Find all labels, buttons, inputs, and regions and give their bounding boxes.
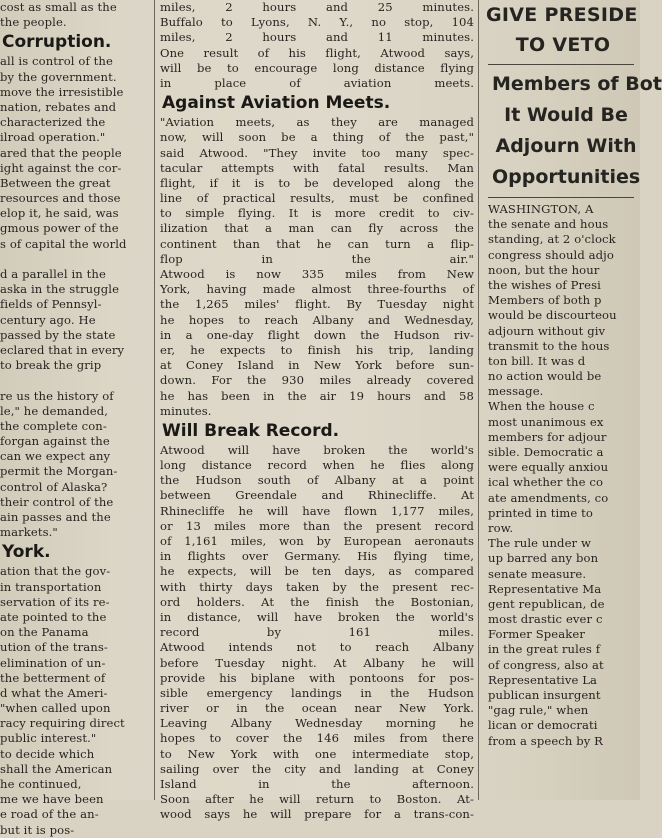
- text-line: standing, at 2 o'clock: [488, 232, 616, 247]
- text-line: Buffalo to Lyons, N. Y., no stop, 104: [160, 15, 474, 30]
- text-line: ton bill. It was d: [488, 353, 586, 368]
- text-line: the Hudson south of Albany at a point: [160, 473, 474, 488]
- text-line: s of capital the world: [0, 236, 127, 251]
- text-line: to break the grip: [0, 358, 102, 373]
- text-line: wood says he will prepare for a trans-con-: [160, 807, 474, 822]
- text-line: before Tuesday night. At Albany he will: [160, 655, 474, 670]
- text-line: down. For the 930 miles already covered: [160, 373, 474, 388]
- text-line: row.: [488, 520, 514, 535]
- text-line: ilroad operation.": [0, 130, 106, 145]
- text-line: servation of its re-: [0, 594, 110, 609]
- text-line: long distance record when he flies along: [160, 458, 474, 473]
- text-line: will be to encourage long distance flying: [160, 60, 474, 75]
- text-line: forgan against the: [0, 434, 110, 449]
- text-line: provide his biplane with pontoons for pos-: [160, 670, 474, 685]
- text-line: the complete con-: [0, 418, 107, 433]
- subheadline-line: Opportunities: [492, 166, 641, 188]
- text-line: members for adjour: [488, 429, 607, 444]
- text-line: gmous power of the: [0, 221, 119, 236]
- text-line: printed in time to: [488, 505, 593, 520]
- text-line: move the irresistible: [0, 84, 124, 99]
- column-rule: [154, 0, 155, 800]
- text-line: congress should adjo: [488, 247, 614, 262]
- subheadline-line: It Would Be: [504, 104, 628, 126]
- text-line: Soon after he will return to Boston. At-: [160, 792, 474, 807]
- text-line: with thirty days taken by the present rec-: [160, 579, 474, 594]
- text-line: markets.": [0, 525, 58, 540]
- text-line: The rule under w: [488, 536, 591, 551]
- text-line: he has been in the air 19 hours and 58: [160, 388, 474, 403]
- text-line: "when called upon: [0, 701, 111, 716]
- text-line: Atwood will have broken the world's: [160, 442, 474, 457]
- text-line: flop in the air.": [160, 251, 474, 266]
- banner-headline-line-2: TO VETO: [515, 34, 611, 56]
- text-line: on the Panama: [0, 625, 89, 640]
- text-line: passed by the state: [0, 327, 116, 342]
- text-line: Representative Ma: [488, 581, 602, 596]
- text-line: publican insurgent: [488, 688, 601, 702]
- text-line: Representative La: [488, 672, 598, 687]
- subheadline-line: Members of Bot: [492, 73, 662, 95]
- banner-headline-line-1: GIVE PRESIDE: [486, 4, 638, 26]
- text-line: [0, 252, 152, 267]
- text-line: aska in the struggle: [0, 282, 120, 297]
- headline-will-break-record: Will Break Record.: [162, 420, 340, 441]
- text-line: river or in the ocean near New York.: [160, 701, 474, 716]
- text-line: century ago. He: [0, 312, 96, 327]
- text-line: can we expect any: [0, 449, 111, 464]
- text-line: d what the Ameri-: [0, 685, 108, 700]
- text-line: Atwood is now 335 miles from New: [160, 267, 474, 281]
- text-line: noon, but the hour: [488, 262, 600, 277]
- headline-against-aviation-meets: Against Aviation Meets.: [162, 93, 391, 114]
- text-line: public interest.": [0, 731, 97, 746]
- text-line: minutes.: [160, 403, 212, 418]
- text-line: lican or democrati: [488, 718, 598, 733]
- subheadline-line: Adjourn With: [495, 135, 637, 157]
- text-line: Leaving Albany Wednesday morning he: [160, 716, 474, 731]
- text-line: miles, 2 hours and 11 minutes.: [160, 30, 474, 45]
- text-line: of 1,161 miles, won by European aeronauts: [160, 534, 474, 548]
- text-line: to New York with one intermediate stop,: [160, 746, 474, 761]
- text-line: ate amendments, co: [488, 490, 609, 505]
- text-line: would be discourteou: [488, 308, 617, 323]
- text-line: he expects, will be ten days, as compared: [160, 564, 474, 579]
- text-line: ation that the gov-: [0, 564, 111, 579]
- text-line: resources and those: [0, 191, 121, 206]
- text-line: When the house c: [488, 399, 595, 414]
- text-line: Former Speaker: [488, 627, 585, 642]
- text-line: by the government.: [0, 69, 117, 84]
- text-line: ate pointed to the: [0, 609, 107, 624]
- text-line: racy requiring direct: [0, 716, 125, 731]
- text-line: record by 161 miles.: [160, 625, 474, 640]
- text-line: all is control of the: [0, 54, 113, 69]
- text-line: control of Alaska?: [0, 479, 108, 494]
- text-line: between Greendale and Rhinecliffe. At: [160, 488, 474, 503]
- text-line: the senate and hous: [488, 217, 609, 232]
- text-line: continent than that he can turn a flip-: [160, 236, 474, 251]
- text-line: cost as small as the: [0, 0, 117, 14]
- text-line: no action would be: [488, 369, 602, 384]
- left-column: [0, 0, 152, 837]
- headline-york: York.: [2, 542, 51, 563]
- right-column: [482, 0, 662, 800]
- text-line: ution of the trans-: [0, 640, 108, 655]
- text-line: ilization that a man can fly across the: [160, 221, 474, 236]
- text-line: elop it, he said, was: [0, 206, 119, 221]
- text-line: he hopes to reach Albany and Wednesday,: [160, 312, 474, 327]
- text-line: gent republican, de: [488, 596, 605, 611]
- text-line: most unanimous ex: [488, 414, 604, 429]
- text-line: sailing over the city and landing at Coney: [160, 761, 474, 776]
- text-line: nation, rebates and: [0, 99, 117, 114]
- text-line: Rhinecliffe he will have flown 1,177 miles,: [160, 503, 474, 518]
- text-line: were equally anxiou: [488, 460, 609, 475]
- text-line: York, having made almost three-fourths of: [160, 282, 474, 297]
- divider: [488, 64, 634, 65]
- text-line: the 1,265 miles' flight. By Tuesday night: [160, 297, 474, 312]
- text-line: line of practical results, must be confined: [160, 191, 474, 206]
- text-line: at Coney Island in New York before sun-: [160, 358, 474, 373]
- text-line: elimination of un-: [0, 655, 106, 670]
- text-line: Atwood intends not to reach Albany: [160, 640, 474, 655]
- text-line: to decide which: [0, 746, 95, 761]
- text-line: said Atwood. "They invite too many spec-: [160, 145, 474, 160]
- middle-column: [158, 0, 476, 822]
- text-line: up barred any bon: [488, 551, 599, 566]
- text-line: flight, if it is to be developed along the: [160, 175, 474, 190]
- divider: [488, 197, 634, 198]
- text-line: in distance, will have broken the world's: [160, 609, 474, 624]
- text-line: One result of his flight, Atwood says,: [160, 45, 474, 60]
- text-line: their control of the: [0, 494, 114, 509]
- text-line: re us the history of: [0, 388, 114, 403]
- text-line: [0, 373, 152, 388]
- text-line: in a one-day flight down the Hudson riv-: [160, 327, 474, 342]
- text-line: to simple flying. It is more credit to civ-: [160, 206, 474, 221]
- text-line: Island in the afternoon.: [160, 777, 474, 791]
- text-line: shall the American: [0, 761, 113, 776]
- text-line: in flights over Germany. His flying time,: [160, 549, 474, 564]
- text-line: but it is pos-: [0, 822, 75, 837]
- text-line: miles, 2 hours and 25 minutes.: [160, 0, 474, 14]
- text-line: he continued,: [0, 777, 82, 791]
- text-line: e road of the an-: [0, 807, 99, 822]
- text-line: hopes to cover the 146 miles from there: [160, 731, 474, 746]
- text-line: the betterment of: [0, 670, 106, 685]
- text-line: fields of Pennsyl-: [0, 297, 102, 312]
- text-line: ain passes and the: [0, 510, 111, 524]
- text-line: in place of aviation meets.: [160, 75, 474, 90]
- text-line: in the great rules f: [488, 642, 601, 657]
- text-line: permit the Morgan-: [0, 464, 118, 479]
- column-rule: [478, 0, 479, 800]
- text-line: most drastic ever c: [488, 612, 603, 627]
- text-line: ared that the people: [0, 145, 122, 160]
- text-line: in transportation: [0, 579, 102, 594]
- text-line: tacular attempts with fatal results. Man: [160, 160, 474, 175]
- text-line: adjourn without giv: [488, 323, 606, 338]
- text-line: now, will soon be a thing of the past,": [160, 130, 474, 145]
- text-line: message.: [488, 384, 544, 399]
- text-line: the people.: [0, 15, 67, 30]
- text-line: senate measure.: [488, 566, 587, 581]
- text-line: WASHINGTON, A: [488, 202, 594, 216]
- text-line: d a parallel in the: [0, 267, 106, 281]
- text-line: me we have been: [0, 792, 104, 807]
- text-line: "gag rule," when: [488, 703, 589, 718]
- text-line: sible emergency landings in the Hudson: [160, 685, 474, 700]
- text-line: from a speech by R: [488, 733, 604, 748]
- text-line: transmit to the hous: [488, 338, 610, 353]
- text-line: Between the great: [0, 175, 111, 190]
- text-line: ord holders. At the finish the Bostonian,: [160, 594, 474, 609]
- text-line: the wishes of Presi: [488, 277, 601, 292]
- text-line: sible. Democratic a: [488, 445, 604, 459]
- text-line: or 13 miles more than the present record: [160, 518, 474, 533]
- text-line: le," he demanded,: [0, 403, 109, 418]
- text-line: eclared that in every: [0, 342, 125, 357]
- text-line: er, he expects to finish his trip, landing: [160, 342, 474, 357]
- text-line: ight against the cor-: [0, 160, 122, 175]
- text-line: "Aviation meets, as they are managed: [160, 115, 474, 130]
- text-line: ical whether the co: [488, 475, 604, 490]
- text-line: of congress, also at: [488, 657, 604, 672]
- text-line: characterized the: [0, 115, 106, 130]
- text-line: Members of both p: [488, 293, 602, 308]
- headline-corruption: Corruption.: [2, 32, 112, 53]
